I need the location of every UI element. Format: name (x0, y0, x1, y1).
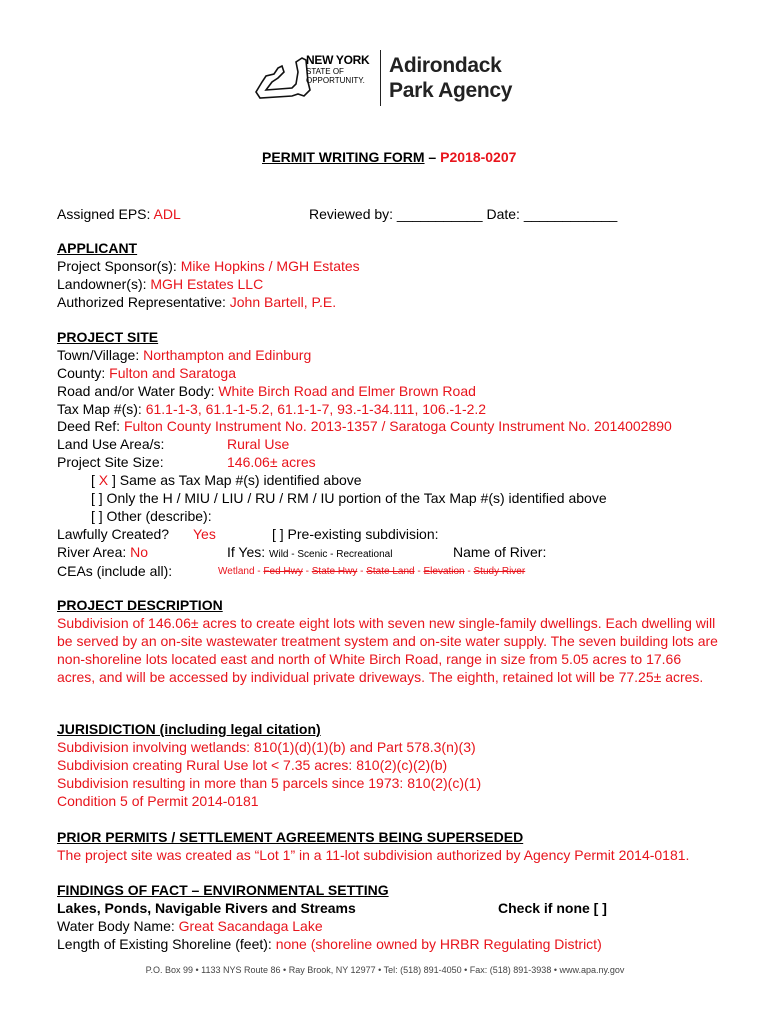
option1-text: ] Same as Tax Map #(s) identified above (108, 472, 362, 488)
cea-sep-1: - (254, 566, 264, 577)
cea-fed-hwy: Fed Hwy (263, 566, 303, 577)
assigned-eps-label: Assigned EPS: (57, 206, 154, 222)
town-value: Northampton and Edinburg (143, 347, 312, 363)
site-size-value: 146.06± acres (227, 454, 316, 470)
sponsor-value: Mike Hopkins / MGH Estates (180, 258, 360, 274)
ny-logo-line3: OPPORTUNITY. (306, 76, 365, 85)
land-use-label: Land Use Area/s: (57, 436, 165, 452)
county-value: Fulton and Saratoga (109, 365, 237, 381)
permit-number: P2018-0207 (440, 149, 517, 165)
option-same-as-tax-map (91, 471, 362, 489)
project-description-text: Subdivision of 146.06± acres to create eight lots with seven new single-family dwellings. Each dwelling will be served by an on-site wastewater treatment system and on-site water supply. The seven building lots are non-shoreline lots located east and north of White Birch Road, range in size from 5.05 acres to 17.66 acres, and will be accessed by individual private driveways. The eighth, retained lot will be 77.25± acres. (57, 615, 718, 685)
project-description-heading: PROJECT DESCRIPTION (57, 597, 223, 613)
prior-permits-heading: PRIOR PERMITS / SETTLEMENT AGREEMENTS BEING SUPERSEDED (57, 829, 524, 845)
agency-name-line1: Adirondack (389, 54, 502, 77)
town-label: Town/Village: (57, 347, 144, 363)
deed-label: Deed Ref: (57, 418, 124, 434)
cea-sep-3: - (357, 566, 367, 577)
cea-label: CEAs (include all): (57, 563, 173, 579)
check-if-none: Check if none [ ] (498, 900, 607, 916)
county-label: County: (57, 365, 110, 381)
sponsor-label: Project Sponsor(s): (57, 258, 181, 274)
jurisdiction-item: Subdivision involving wetlands: 810(1)(d)(1)(b) and Part 578.3(n)(3) (57, 739, 476, 755)
logo-divider (380, 50, 381, 106)
deed-ref (57, 417, 672, 435)
option-other: [ ] Other (describe): (91, 508, 212, 524)
if-yes (227, 543, 392, 564)
cea-wetland: Wetland (218, 566, 255, 577)
town-village (57, 346, 311, 364)
assigned-eps (57, 206, 181, 222)
form-title (262, 149, 516, 165)
taxmap-value: 61.1-1-3, 61.1-1-5.2, 61.1-1-7, 93.-1-34.111, 106.-1-2.2 (145, 401, 487, 417)
rep-label: Authorized Representative: (57, 294, 230, 310)
reviewed-by: Reviewed by: ___________ Date: ____________ (309, 206, 618, 222)
county (57, 364, 236, 382)
land-use-value: Rural Use (227, 436, 290, 452)
jurisdiction-item: Subdivision creating Rural Use lot < 7.35 acres: 810(2)(c)(2)(b) (57, 757, 448, 773)
cea-list (218, 565, 525, 579)
authorized-rep (57, 293, 336, 311)
cea-elevation: Elevation (423, 566, 465, 577)
findings-subheading: Lakes, Ponds, Navigable Rivers and Streams (57, 900, 356, 916)
river-name-label: Name of River: (453, 544, 547, 560)
lawfully-created-value: Yes (193, 526, 216, 542)
preexisting-subdivision: [ ] Pre-existing subdivision: (272, 526, 439, 542)
river-area-label: River Area: (57, 544, 131, 560)
road-water-body (57, 382, 476, 400)
if-yes-label: If Yes: (227, 544, 270, 560)
water-body-name (57, 917, 323, 935)
taxmap-label: Tax Map #(s): (57, 401, 146, 417)
shoreline-length (57, 935, 602, 953)
cea-study-river: Study River (473, 566, 526, 577)
shoreline-value: none (shoreline owned by HRBR Regulating District) (275, 936, 602, 952)
tax-map (57, 400, 486, 418)
form-title-dash: – (424, 149, 441, 165)
form-title-label: PERMIT WRITING FORM (262, 149, 425, 165)
water-body-label: Water Body Name: (57, 918, 179, 934)
deed-value: Fulton County Instrument No. 2013-1357 / Saratoga County Instrument No. 2014002890 (123, 418, 672, 434)
cea-sep-4: - (414, 566, 424, 577)
river-area (57, 543, 148, 561)
cea-sep-5: - (464, 566, 474, 577)
prior-permits-text: The project site was created as “Lot 1” in a 11-lot subdivision authorized by Agency Permit 2014-0181. (57, 847, 690, 863)
jurisdiction-item: Subdivision resulting in more than 5 parcels since 1973: 810(2)(c)(1) (57, 775, 482, 791)
new-york-state-outline-icon (252, 52, 314, 102)
river-area-value: No (130, 544, 149, 560)
lawfully-created-label: Lawfully Created? (57, 526, 170, 542)
cea-sep-2: - (302, 566, 312, 577)
water-body-value: Great Sacandaga Lake (178, 918, 323, 934)
agency-name-line2: Park Agency (389, 79, 513, 102)
jurisdiction-item: Condition 5 of Permit 2014-0181 (57, 793, 259, 809)
if-yes-options: Wild - Scenic - Recreational (269, 549, 393, 560)
findings-heading: FINDINGS OF FACT – ENVIRONMENTAL SETTING (57, 882, 389, 898)
applicant-heading: APPLICANT (57, 240, 138, 256)
project-sponsor (57, 257, 360, 275)
rep-value: John Bartell, P.E. (229, 294, 337, 310)
ny-logo-line1: NEW YORK (306, 53, 370, 67)
landowner (57, 275, 263, 293)
cea-state-hwy: State Hwy (311, 566, 358, 577)
site-size-label: Project Site Size: (57, 454, 164, 470)
option-portion: [ ] Only the H / MIU / LIU / RU / RM / IU portion of the Tax Map #(s) identified above (91, 490, 607, 506)
shoreline-label: Length of Existing Shoreline (feet): (57, 936, 276, 952)
ny-logo-line2: STATE OF (306, 67, 344, 76)
footer-address: P.O. Box 99 • 1133 NYS Route 86 • Ray Brook, NY 12977 • Tel: (518) 891-4050 • Fax: (518) 891-3938 • www.apa.ny.gov (145, 965, 625, 975)
project-site-heading: PROJECT SITE (57, 329, 159, 345)
road-label: Road and/or Water Body: (57, 383, 219, 399)
jurisdiction-heading: JURISDICTION (including legal citation) (57, 721, 321, 737)
option1-open: [ (91, 472, 99, 488)
road-value: White Birch Road and Elmer Brown Road (218, 383, 476, 399)
landowner-value: MGH Estates LLC (150, 276, 264, 292)
option1-mark: X (98, 472, 109, 488)
assigned-eps-value: ADL (153, 206, 181, 222)
cea-state-land: State Land (366, 566, 415, 577)
landowner-label: Landowner(s): (57, 276, 151, 292)
agency-logo (252, 48, 512, 110)
